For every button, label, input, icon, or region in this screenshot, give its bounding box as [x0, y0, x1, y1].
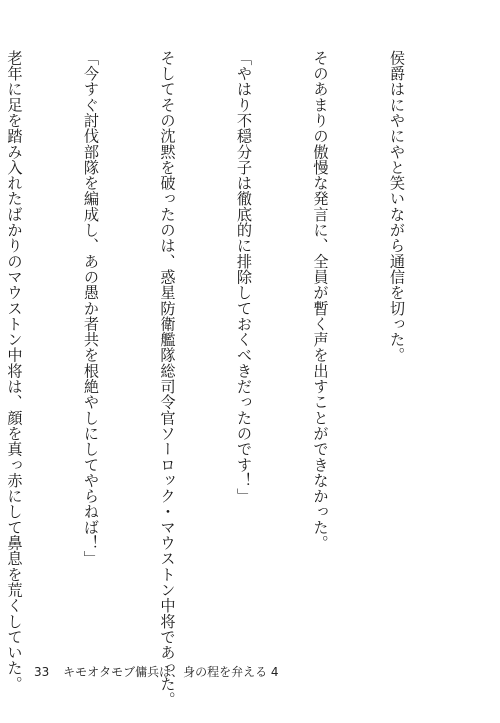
page-number: 33 [34, 665, 50, 679]
text-line: 「やはり不穏分子は徹底的に排除しておくべきだったのです！」 [235, 50, 253, 504]
text-line: 老年に足を踏み入れたばかりのマウストン中将は、顔を真っ赤にして鼻息を荒くしていた。 [5, 50, 24, 692]
book-title: キモオタモブ傭兵は、身の程を弁える 4 [63, 665, 279, 679]
text-line: そしてその沈黙を破ったのは、惑星防衛艦隊総司令官ソーロック・マウストン中将であった。 [158, 50, 177, 708]
page-footer [34, 663, 279, 680]
text-line: そのあまりの傲慢な発言に、全員が暫く声を出すことができなかった。 [311, 50, 330, 551]
text-line: 侯爵はにやにやと笑いながら通信を切った。 [388, 50, 406, 363]
text-line: 「今すぐ討伐部隊を編成し、あの愚か者共を根絶やしにしてやらねば！」 [82, 50, 100, 567]
